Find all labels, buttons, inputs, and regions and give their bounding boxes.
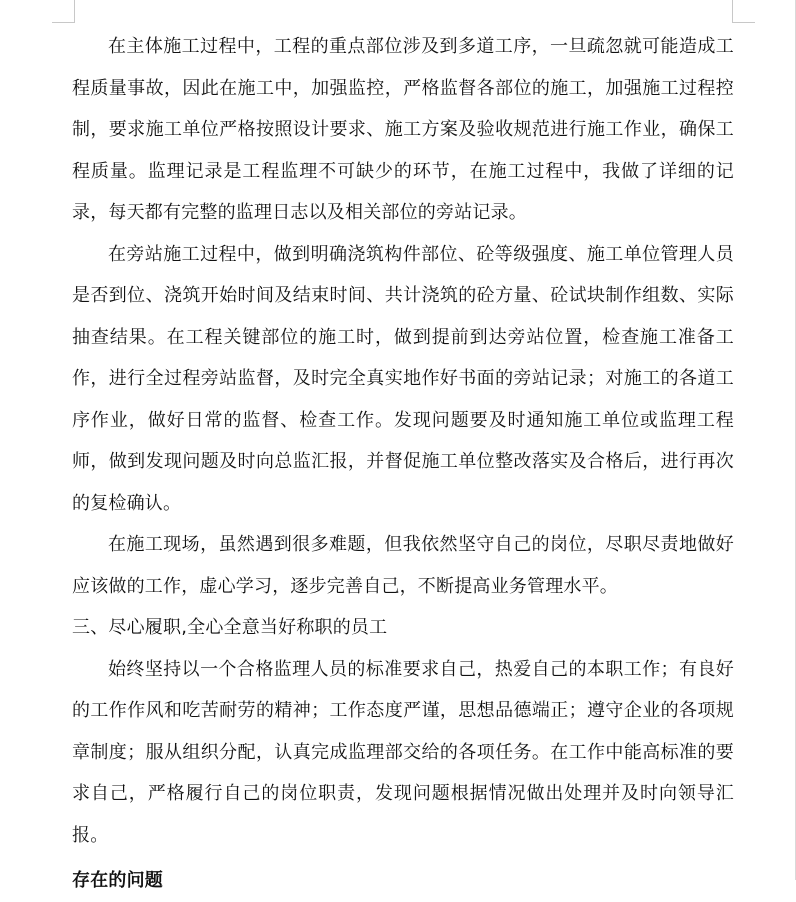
section-heading-3: 三、尽心履职,全心全意当好称职的员工 (72, 617, 388, 638)
paragraph-site-work: 在施工现场，虽然遇到很多难题，但我依然坚守自己的岗位，尽职尽责地做好应该做的工作，虚心学习，逐步完善自己，不断提高业务管理水平。 (72, 534, 734, 597)
paragraph-supervision: 在主体施工过程中，工程的重点部位涉及到多道工序，一旦疏忽就可能造成工程质量事故，因此在施工中，加强监控，严格监督各部位的施工，加强施工过程控制，要求施工单位严格按照设计要求、施工方案及验收规范进行施工作业，确保工程质量。监理记录是工程监理不可缺少的环节，在施工过程中，我做了详细的记录，每天都有完整的监理日志以及相关部位的旁站记录。 (72, 36, 734, 223)
margin-corner-mark-left (52, 0, 75, 23)
paragraph-standards: 始终坚持以一个合格监理人员的标准要求自己，热爱自己的本职工作；有良好的工作作风和吃苦耐劳的精神；工作态度严谨，思想品德端正；遵守企业的各项规章制度；服从组织分配，认真完成监理部交给的各项任务。在工作中能高标准的要求自己，严格履行自己的岗位职责，发现问题根据情况做出处理并及时向领导汇报。 (72, 658, 734, 846)
paragraph-side-station: 在旁站施工过程中，做到明确浇筑构件部位、砼等级强度、施工单位管理人员是否到位、浇筑开始时间及结束时间、共计浇筑的砼方量、砼试块制作组数、实际抽查结果。在工程关键部位的施工时，做到提前到达旁站位置，检查施工准备工作，进行全过程旁站监督，及时完全真实地作好书面的旁站记录；对施工的各道工序作业，做好日常的监督、检查工作。发现问题要及时通知施工单位或监理工程师，做到发现问题及时向总监汇报，并督促施工单位整改落实及合格后，进行再次的复检确认。 (72, 243, 734, 514)
document-body (72, 26, 734, 902)
margin-corner-mark-right (732, 0, 755, 23)
subheading-problems: 存在的问题 (72, 870, 163, 891)
